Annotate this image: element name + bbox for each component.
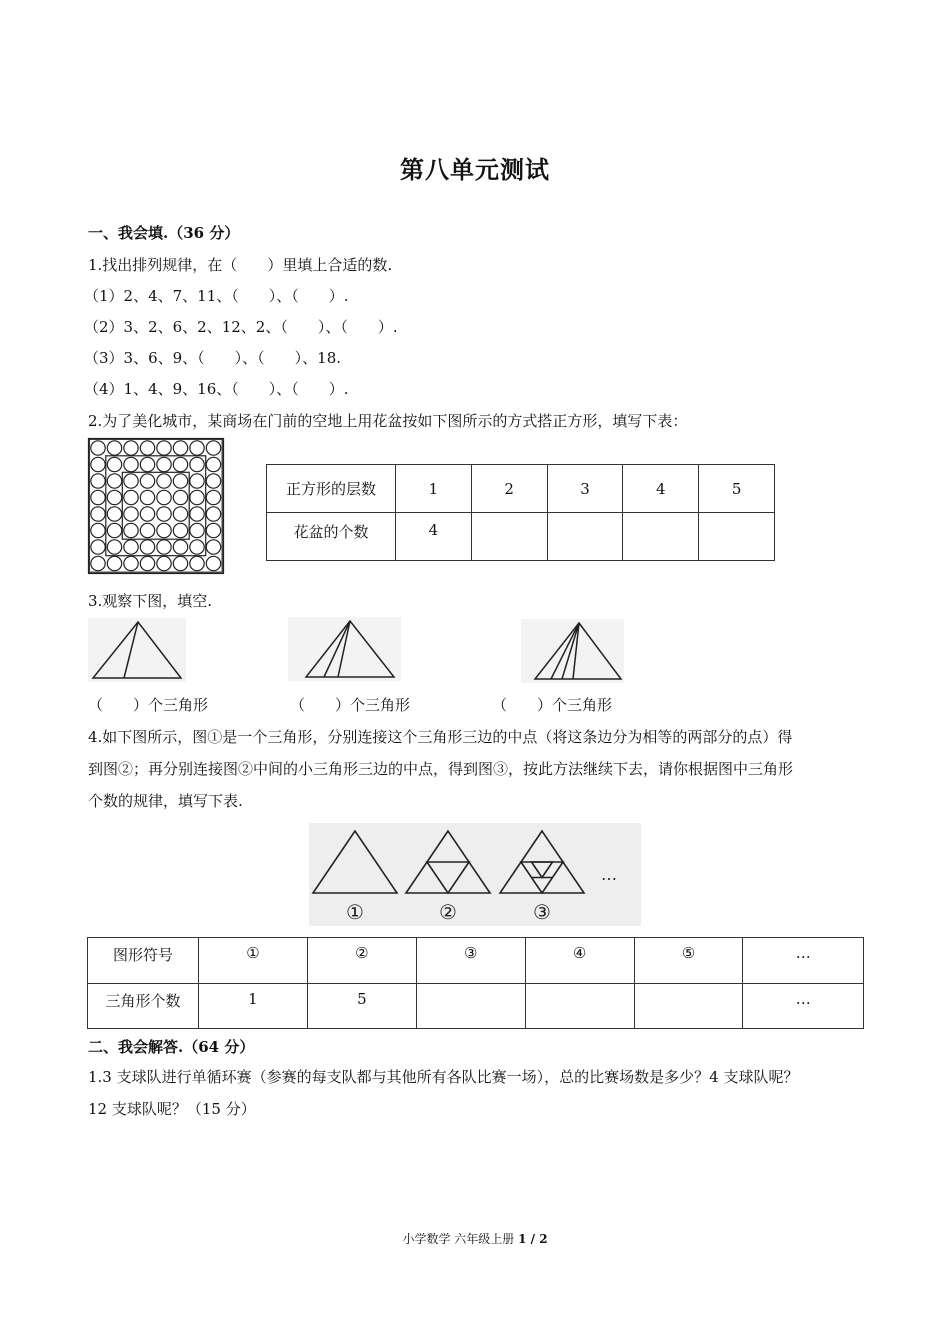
flower-pot [206, 490, 220, 504]
s2-q1-line1: 1.3 支球队进行单循环赛（参赛的每支队都与其他所有各队比赛一场），总的比赛场数是多少？4 支球队呢？ [88, 1068, 799, 1086]
q4-cell: … [743, 938, 864, 984]
page-title: 第八单元测试 [400, 156, 550, 184]
flower-pot [173, 441, 187, 455]
outer-border [89, 439, 224, 574]
q4-cell: ② [307, 938, 416, 984]
flower-pot [190, 556, 204, 570]
flower-pot [91, 556, 105, 570]
flower-pot [190, 523, 204, 537]
section1-heading: 一、我会填.（36 分） [88, 224, 240, 242]
flower-pot [190, 540, 204, 554]
q4-cell [634, 984, 743, 1029]
triangle-figure-2 [288, 617, 401, 681]
q4-cell: ① [199, 938, 308, 984]
figure-label-1: ① [346, 900, 364, 924]
flower-pot [124, 490, 138, 504]
q4-text-line3: 个数的规律，填写下表. [88, 792, 243, 810]
flower-pot [206, 540, 220, 554]
flower-pot [124, 556, 138, 570]
q3-prompt: 3.观察下图，填空. [88, 592, 213, 610]
q1-prompt: 1.找出排列规律，在（ ）里填上合适的数. [88, 256, 393, 274]
s2-q1-line2: 12 支球队呢？（15 分） [88, 1100, 256, 1118]
flower-pot [173, 490, 187, 504]
ring-border [122, 472, 189, 539]
page-footer [0, 1230, 950, 1247]
q4-cell: ④ [525, 938, 634, 984]
flower-pot [190, 507, 204, 521]
flower-pot [206, 457, 220, 471]
q4-cell: 1 [199, 984, 308, 1029]
q2-cell: 4 [623, 465, 699, 513]
flower-pot [91, 523, 105, 537]
flower-pot [124, 540, 138, 554]
flower-pot [140, 474, 154, 488]
flower-pot [91, 441, 105, 455]
flower-pot [91, 507, 105, 521]
flower-pot [157, 507, 171, 521]
flower-pot [157, 474, 171, 488]
flower-pot [107, 457, 121, 471]
flower-pot [157, 490, 171, 504]
q3-label-2: （ ）个三角形 [290, 696, 411, 714]
q2-cell: 1 [396, 465, 472, 513]
flower-pot [140, 540, 154, 554]
q2-row1-label: 正方形的层数 [267, 465, 396, 513]
figure-label-2: ② [439, 900, 457, 924]
q2-cell: 3 [547, 465, 623, 513]
q4-row2-label: 三角形个数 [88, 984, 199, 1029]
flower-pot [124, 474, 138, 488]
flower-pot [206, 556, 220, 570]
flower-pot [190, 441, 204, 455]
flower-pot [107, 556, 121, 570]
flower-pot [107, 507, 121, 521]
flower-pot [91, 474, 105, 488]
q4-cell: 5 [307, 984, 416, 1029]
q2-cell: 4 [396, 513, 472, 561]
q2-cell: 2 [471, 465, 547, 513]
q2-table [266, 464, 775, 561]
flower-pot [206, 507, 220, 521]
q1-item-1: （1）2、4、7、11、（ ）、（ ）. [84, 287, 349, 305]
flower-pot [173, 474, 187, 488]
q2-cell [623, 513, 699, 561]
flower-pot [173, 507, 187, 521]
q4-text-line2: 到图②；再分别连接图②中间的小三角形三边的中点，得到图③，按此方法继续下去，请你根据图中三角形 [88, 760, 794, 778]
flower-pot [124, 523, 138, 537]
footer-text: 小学数学 六年级上册 [402, 1232, 515, 1246]
midpoint-triangles-figure [309, 823, 641, 926]
flower-pot [107, 540, 121, 554]
flower-pot [140, 441, 154, 455]
ring-border [106, 456, 206, 556]
flower-pot [140, 556, 154, 570]
q1-item-2: （2）3、2、6、2、12、2、（ ）、（ ）. [84, 318, 398, 336]
q2-cell [547, 513, 623, 561]
flower-pot [173, 556, 187, 570]
triangle-figure-1 [88, 618, 186, 682]
flower-pot [173, 523, 187, 537]
q2-prompt: 2.为了美化城市，某商场在门前的空地上用花盆按如下图所示的方式搭正方形，填写下表： [88, 412, 688, 430]
flower-pot [206, 474, 220, 488]
q4-cell: … [743, 984, 864, 1029]
flower-pot [157, 540, 171, 554]
q2-cell: 5 [699, 465, 775, 513]
flower-pot [173, 540, 187, 554]
flower-pot [107, 523, 121, 537]
flower-pot [124, 457, 138, 471]
q4-cell: ③ [416, 938, 525, 984]
flower-pot [206, 523, 220, 537]
flower-pot [140, 523, 154, 537]
q4-table [87, 937, 864, 1029]
flower-pot [206, 441, 220, 455]
flower-pot [173, 457, 187, 471]
flower-pot [157, 556, 171, 570]
flower-pot [157, 441, 171, 455]
q4-cell [525, 984, 634, 1029]
flower-pot [157, 523, 171, 537]
figure-label-3: ③ [533, 900, 551, 924]
q4-row1-label: 图形符号 [88, 938, 199, 984]
flower-pot [107, 441, 121, 455]
q4-cell [416, 984, 525, 1029]
flower-pot [91, 490, 105, 504]
flower-pot [124, 441, 138, 455]
q3-label-1: （ ）个三角形 [88, 696, 209, 714]
q1-item-3: （3）3、6、9、（ ）、（ ）、18. [84, 349, 342, 367]
flower-pot [190, 490, 204, 504]
flower-pot [140, 507, 154, 521]
flower-pot [91, 457, 105, 471]
q4-cell: ⑤ [634, 938, 743, 984]
flower-pot [140, 490, 154, 504]
flowerpot-square-figure [88, 438, 224, 574]
q2-cell [471, 513, 547, 561]
q1-item-4: （4）1、4、9、16、（ ）、（ ）. [84, 380, 349, 398]
flower-pot [124, 507, 138, 521]
q2-cell [699, 513, 775, 561]
flower-pot [107, 490, 121, 504]
flower-pot [140, 457, 154, 471]
page-number: 1 / 2 [518, 1232, 548, 1246]
q3-label-3: （ ）个三角形 [492, 696, 613, 714]
figure-ellipsis: … [601, 865, 617, 884]
flower-pot [190, 457, 204, 471]
flower-pot [107, 474, 121, 488]
flower-pot [91, 540, 105, 554]
q2-row2-label: 花盆的个数 [267, 513, 396, 561]
flower-pot [157, 457, 171, 471]
flower-pot [190, 474, 204, 488]
q4-text-line1: 4.如下图所示，图①是一个三角形，分别连接这个三角形三边的中点（将这条边分为相等的两部分的点）得 [88, 728, 793, 746]
section2-heading: 二、我会解答.（64 分） [88, 1038, 255, 1056]
triangle-figure-3 [521, 619, 624, 683]
